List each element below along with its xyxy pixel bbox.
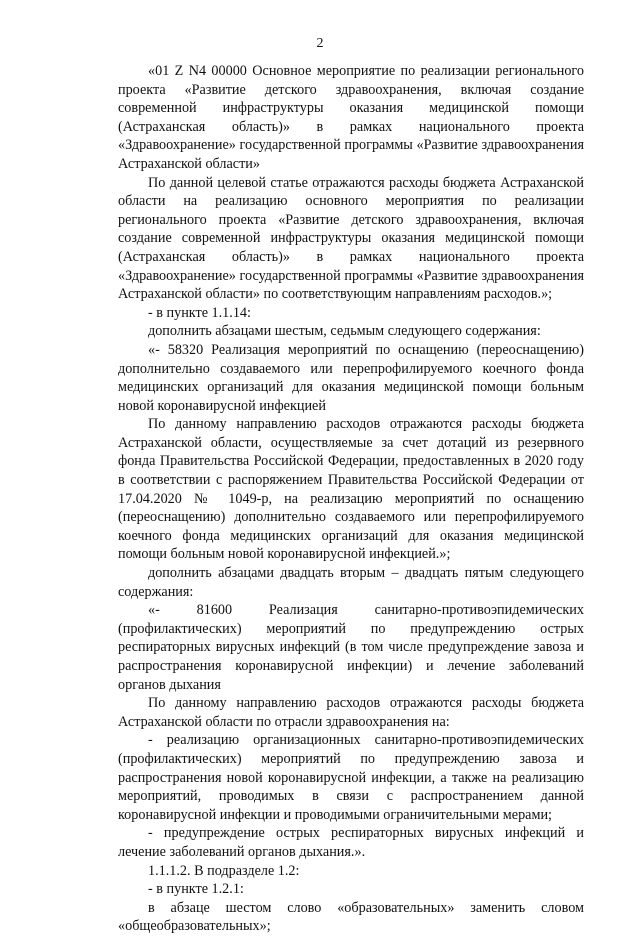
paragraph-4: дополнить абзацами шестым, седьмым следующего содержания: (148, 323, 541, 340)
document-body (118, 62, 584, 936)
paragraph-5: «- 58320 Реализация мероприятий по оснащению (переоснащению) дополнительно создаваемого или перепрофилируемого коечного фонда медицинских организаций для оказания медицинской помощи больным новой коронавирусной инфекцией (118, 341, 584, 414)
page-number: 2 (316, 36, 324, 51)
paragraph-14: в абзаце шестом слово «образовательных» заменить словом «общеобразовательных»; (118, 899, 584, 935)
paragraph-1: «01 Z N4 00000 Основное мероприятие по реализации регионального проекта «Развитие детского здравоохранения, включая создание современной инфраструктуры оказания медицинской помощи (Астраханская область)» в рамках национального проекта «Здравоохранение» государственной программы «Развитие здравоохранения Астраханской области» (118, 63, 584, 172)
paragraph-11: - предупреждение острых респираторных вирусных инфекций и лечение заболеваний органов дыхания.». (118, 825, 584, 860)
paragraph-2: По данной целевой статье отражаются расходы бюджета Астраханской области на реализацию основного мероприятия по реализации регионального проекта «Развитие детского здравоохранения, включая создание современной инфраструктуры оказания медицинской помощи (Астраханская область)» в рамках национального проекта «Здравоохранение» государственной программы «Развитие здравоохранения Астраханской области» по соответствующим направлениям расходов.»; (118, 174, 584, 303)
paragraph-7: дополнить абзацами двадцать вторым – двадцать пятым следующего содержания: (118, 565, 584, 600)
paragraph-9: По данному направлению расходов отражаются расходы бюджета Астраханской области по отрасли здравоохранения на: (118, 695, 584, 730)
paragraph-10: - реализацию организационных санитарно-противоэпидемических (профилактических) мероприятий по предупреждению завоза и распространения новой коронавирусной инфекции, а также на реализацию мероприятий, проводимых в связи с распространением данной коронавирусной инфекции и проводимыми ограничительными мерами; (118, 732, 584, 823)
paragraph-12: 1.1.1.2. В подразделе 1.2: (148, 862, 300, 879)
paragraph-8: «- 81600 Реализация санитарно-противоэпидемических (профилактических) мероприятий по предупреждению острых респираторных вирусных инфекций (в том числе предупреждение завоза и распространения коронавирусной инфекции) и лечение заболеваний органов дыхания (118, 602, 584, 693)
paragraph-13: - в пункте 1.2.1: (148, 881, 244, 898)
paragraph-6: По данному направлению расходов отражаются расходы бюджета Астраханской области, осуществляемые за счет дотаций из резервного фонда Правительства Российской Федерации, предоставленных в 2020 году в соответствии с распоряжением Правительства Российской Федерации от 17.04.2020 № 1049-р, на реализацию мероприятий по оснащению (переоснащению) дополнительно создаваемого или перепрофилируемого коечного фонда медицинских организаций для оказания медицинской помощи больным новой коронавирусной инфекцией.»; (118, 416, 584, 563)
paragraph-3: - в пункте 1.1.14: (148, 304, 251, 321)
